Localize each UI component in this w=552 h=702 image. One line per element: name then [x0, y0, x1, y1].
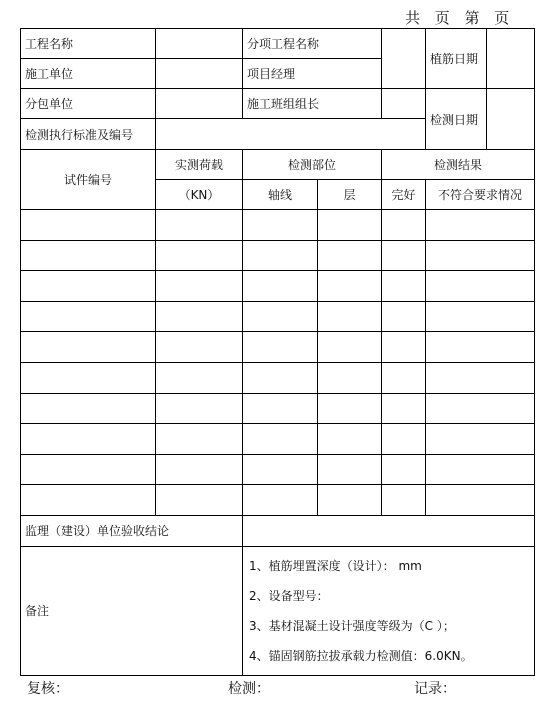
- measured-load-header: 实测荷载: [156, 150, 243, 180]
- cell[interactable]: [156, 362, 243, 393]
- cell[interactable]: [318, 362, 382, 393]
- cell[interactable]: [382, 332, 426, 363]
- cell[interactable]: [156, 424, 243, 455]
- cell[interactable]: [382, 210, 426, 241]
- cell[interactable]: [21, 240, 156, 271]
- project-manager-label: 项目经理: [243, 59, 382, 89]
- cell[interactable]: [243, 271, 318, 302]
- location-header: 检测部位: [243, 150, 382, 180]
- note-1: 1、植筋埋置深度（设计）： mm: [249, 558, 422, 573]
- team-leader-label: 施工班组组长: [243, 89, 382, 119]
- cell[interactable]: [156, 271, 243, 302]
- record-signature-label: 记录：: [414, 681, 456, 697]
- cell[interactable]: [156, 210, 243, 241]
- cell[interactable]: [426, 485, 535, 516]
- table-row: [21, 424, 535, 455]
- cell[interactable]: [318, 454, 382, 485]
- construction-unit-label: 施工单位: [21, 59, 156, 89]
- cell[interactable]: [426, 301, 535, 332]
- supervision-label: 监理（建设）单位验收结论: [21, 515, 243, 546]
- cell[interactable]: [426, 240, 535, 271]
- cell[interactable]: [156, 301, 243, 332]
- cell[interactable]: [243, 332, 318, 363]
- floor-header: 层: [318, 180, 382, 210]
- remarks-notes: [243, 546, 535, 675]
- cell[interactable]: [382, 454, 426, 485]
- result-header: 检测结果: [382, 150, 535, 180]
- cell[interactable]: [382, 362, 426, 393]
- cell[interactable]: [21, 210, 156, 241]
- cell[interactable]: [21, 454, 156, 485]
- cell[interactable]: [243, 485, 318, 516]
- cell[interactable]: [318, 210, 382, 241]
- planting-date-label: 植筋日期: [426, 29, 487, 88]
- anchor-pullout-test-form: [20, 28, 535, 676]
- inspection-date-label: 检测日期: [426, 89, 487, 149]
- cell[interactable]: [318, 332, 382, 363]
- supervision-field[interactable]: [243, 515, 535, 546]
- standard-field[interactable]: [156, 119, 426, 150]
- inspection-date-field[interactable]: [487, 89, 534, 149]
- planting-date-field[interactable]: [487, 29, 534, 88]
- cell[interactable]: [156, 393, 243, 424]
- cell[interactable]: [21, 271, 156, 302]
- cell[interactable]: [318, 240, 382, 271]
- cell[interactable]: [21, 485, 156, 516]
- cell[interactable]: [21, 301, 156, 332]
- cell[interactable]: [426, 271, 535, 302]
- note-2: 2、设备型号：: [249, 588, 329, 603]
- cell[interactable]: [21, 393, 156, 424]
- cell[interactable]: [243, 362, 318, 393]
- cell[interactable]: [243, 210, 318, 241]
- table-row: [21, 301, 535, 332]
- cell[interactable]: [318, 301, 382, 332]
- cell[interactable]: [243, 240, 318, 271]
- project-name-label: 工程名称: [21, 29, 156, 59]
- project-name-field[interactable]: [156, 29, 243, 59]
- cell[interactable]: [382, 424, 426, 455]
- table-row: [21, 240, 535, 271]
- table-row: [21, 454, 535, 485]
- table-row: [21, 362, 535, 393]
- specimen-no-header: 试件编号: [21, 150, 156, 210]
- table-row: [21, 210, 535, 241]
- note-4: 4、锚固钢筋拉拔承载力检测值：6.0KN。: [249, 648, 473, 663]
- cell[interactable]: [318, 485, 382, 516]
- cell[interactable]: [243, 424, 318, 455]
- team-leader-field[interactable]: [382, 89, 426, 119]
- cell[interactable]: [382, 271, 426, 302]
- remarks-label: 备注: [21, 546, 243, 675]
- cell[interactable]: [426, 210, 535, 241]
- sub-project-name-field[interactable]: [382, 29, 426, 89]
- cell[interactable]: [426, 424, 535, 455]
- cell[interactable]: [243, 454, 318, 485]
- review-signature-label: 复核：: [27, 681, 69, 697]
- nonconform-header: 不符合要求情况: [426, 180, 535, 210]
- cell[interactable]: [156, 485, 243, 516]
- cell[interactable]: [382, 301, 426, 332]
- standard-label: 检测执行标准及编号: [21, 119, 156, 150]
- cell[interactable]: [382, 485, 426, 516]
- cell[interactable]: [426, 362, 535, 393]
- cell[interactable]: [318, 424, 382, 455]
- cell[interactable]: [21, 424, 156, 455]
- cell[interactable]: [382, 240, 426, 271]
- intact-header: 完好: [382, 180, 426, 210]
- table-row: [21, 271, 535, 302]
- cell[interactable]: [382, 393, 426, 424]
- axis-header: 轴线: [243, 180, 318, 210]
- page-indicator: 共 页 第 页: [405, 9, 512, 27]
- load-unit-header: （KN）: [156, 180, 243, 210]
- cell[interactable]: [156, 454, 243, 485]
- cell[interactable]: [318, 393, 382, 424]
- cell[interactable]: [426, 393, 535, 424]
- cell[interactable]: [426, 454, 535, 485]
- subcontract-unit-label: 分包单位: [21, 89, 156, 119]
- sub-project-name-label: 分项工程名称: [243, 29, 382, 59]
- table-row: [21, 332, 535, 363]
- cell[interactable]: [243, 301, 318, 332]
- table-row: [21, 393, 535, 424]
- cell[interactable]: [156, 240, 243, 271]
- cell[interactable]: [243, 393, 318, 424]
- inspect-signature-label: 检测：: [228, 681, 270, 697]
- cell[interactable]: [21, 362, 156, 393]
- cell[interactable]: [21, 332, 156, 363]
- cell[interactable]: [426, 332, 535, 363]
- cell[interactable]: [156, 332, 243, 363]
- table-row: [21, 485, 535, 516]
- construction-unit-field[interactable]: [156, 59, 243, 89]
- note-3: 3、基材混凝土设计强度等级为（C ）；: [249, 618, 455, 633]
- cell[interactable]: [318, 271, 382, 302]
- subcontract-unit-field[interactable]: [156, 89, 243, 119]
